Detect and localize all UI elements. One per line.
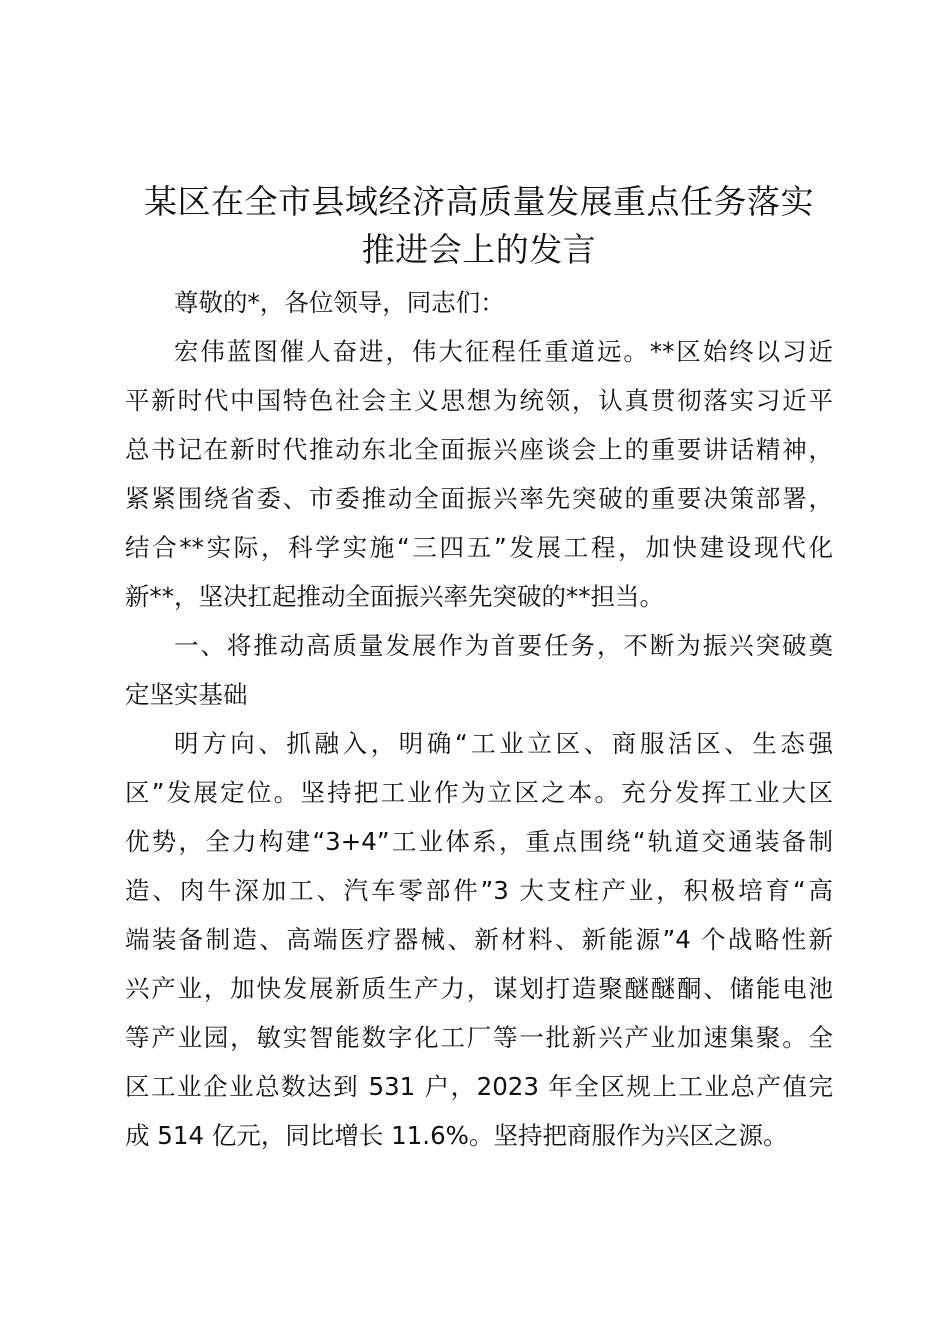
paragraph-industry bbox=[125, 719, 833, 1160]
paragraph-line: 等产业园，敏实智能数字化工厂等一批新兴产业加速集聚。全 bbox=[125, 1023, 833, 1052]
document-title bbox=[125, 178, 833, 274]
document-page bbox=[125, 178, 833, 1160]
paragraph-line: 优势，全力构建“3+4”工业体系，重点围绕“轨道交通装备制 bbox=[125, 827, 833, 856]
paragraph-line: 总书记在新时代推动东北全面振兴座谈会上的重要讲话精神， bbox=[125, 435, 833, 464]
section-heading-1 bbox=[125, 621, 833, 719]
paragraph-line: 兴产业，加快发展新质生产力，谋划打造聚醚醚酮、储能电池 bbox=[125, 974, 833, 1003]
title-line-1: 某区在全市县域经济高质量发展重点任务落实 bbox=[144, 182, 814, 221]
paragraph-line: 端装备制造、高端医疗器械、新材料、新能源”4 个战略性新 bbox=[125, 925, 833, 954]
greeting bbox=[125, 278, 833, 327]
paragraph-line: 新**，坚决扛起推动全面振兴率先突破的**担当。 bbox=[125, 582, 664, 611]
title-line-2: 推进会上的发言 bbox=[361, 230, 597, 269]
paragraph-line: 区工业企业总数达到 531 户，2023 年全区规上工业总产值完 bbox=[125, 1072, 833, 1101]
paragraph-line: 紧紧围绕省委、市委推动全面振兴率先突破的重要决策部署， bbox=[125, 484, 833, 513]
paragraph-line: 区”发展定位。坚持把工业作为立区之本。充分发挥工业大区 bbox=[125, 778, 833, 807]
paragraph-line: 结合**实际，科学实施“三四五”发展工程，加快建设现代化 bbox=[125, 533, 833, 562]
heading-line: 定坚实基础 bbox=[125, 680, 248, 709]
paragraph-line: 宏伟蓝图催人奋进，伟大征程任重道远。**区始终以习近 bbox=[174, 337, 833, 366]
paragraph-intro bbox=[125, 327, 833, 621]
paragraph-line: 造、肉牛深加工、汽车零部件”3 大支柱产业，积极培育“高 bbox=[125, 876, 833, 905]
greeting-text: 尊敬的*，各位领导，同志们： bbox=[174, 288, 505, 317]
paragraph-line: 平新时代中国特色社会主义思想为统领，认真贯彻落实习近平 bbox=[125, 386, 833, 415]
heading-line: 一、将推动高质量发展作为首要任务，不断为振兴突破奠 bbox=[174, 631, 833, 660]
paragraph-line: 明方向、抓融入，明确“工业立区、商服活区、生态强 bbox=[174, 729, 833, 758]
paragraph-line: 成 514 亿元，同比增长 11.6%。坚持把商服作为兴区之源。 bbox=[125, 1121, 788, 1150]
